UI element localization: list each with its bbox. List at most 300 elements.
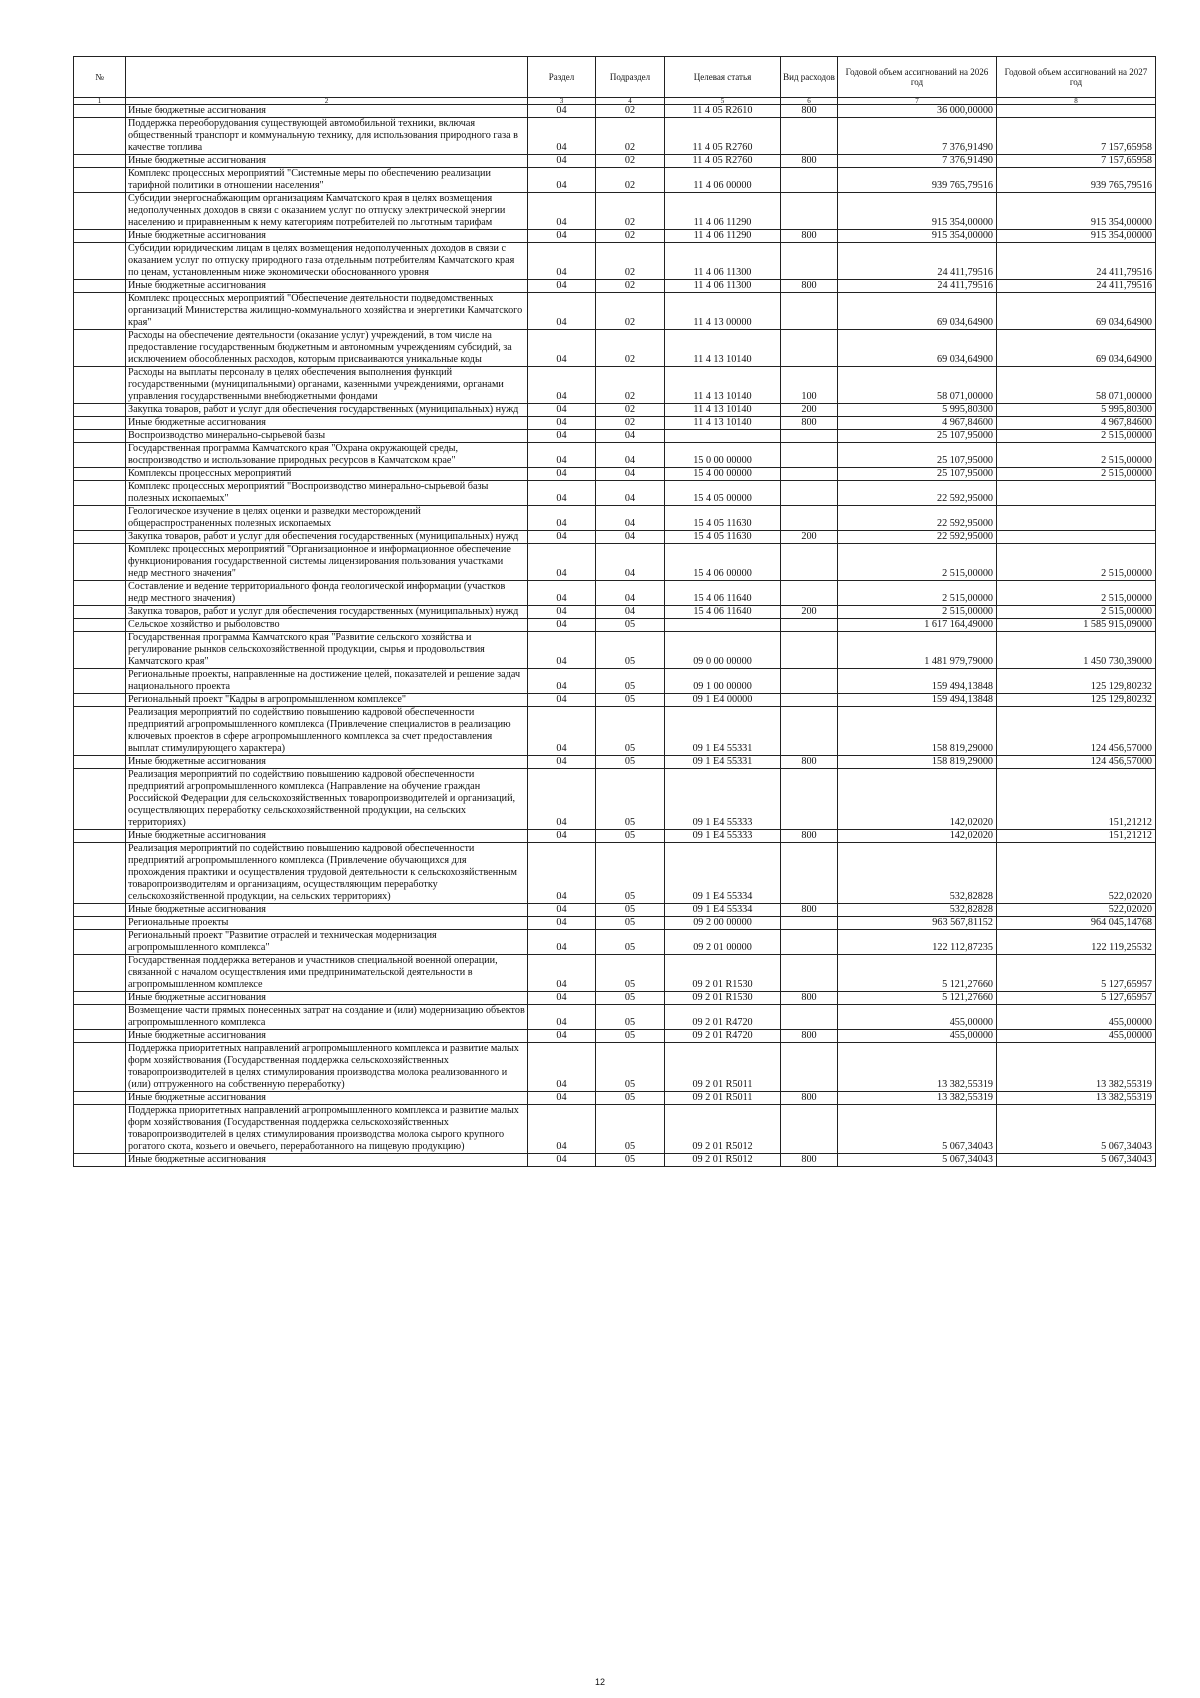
table-row: [74, 367, 1156, 404]
cell-csr: 11 4 05 R2760: [665, 155, 781, 168]
header-number: 4: [596, 98, 665, 105]
table-row: [74, 1005, 1156, 1030]
cell-razdel: 04: [528, 606, 596, 619]
cell-amount-2027: 13 382,55319: [997, 1043, 1156, 1092]
cell-name: Реализация мероприятий по содействию повышению кадровой обеспеченности предприятий агропромышленного комплекса (Направление на обучение граждан Российской Федерации для сельскохозяйственных товаропроизводителей и организаций, осуществляющих переработку сельскохозяйственной продукции, на сельских территориях): [126, 769, 528, 830]
cell-amount-2026: 58 071,00000: [838, 367, 997, 404]
budget-table-sheet: [73, 56, 1155, 1167]
header-num: №: [74, 57, 126, 98]
cell-amount-2026: 532,82828: [838, 843, 997, 904]
cell-vr: 800: [781, 904, 838, 917]
table-row: [74, 904, 1156, 917]
cell-num: [74, 830, 126, 843]
header-2027: Годовой объем ассигнований на 2027 год: [997, 57, 1156, 98]
cell-amount-2026: 455,00000: [838, 1030, 997, 1043]
cell-razdel: 04: [528, 619, 596, 632]
cell-name: Комплекс процессных мероприятий "Воспроизводство минерально-сырьевой базы полезных ископаемых": [126, 481, 528, 506]
cell-amount-2027: 522,02020: [997, 843, 1156, 904]
cell-name: Иные бюджетные ассигнования: [126, 904, 528, 917]
cell-amount-2027: 455,00000: [997, 1030, 1156, 1043]
cell-num: [74, 904, 126, 917]
cell-amount-2026: 939 765,79516: [838, 168, 997, 193]
table-row: [74, 155, 1156, 168]
cell-vr: [781, 506, 838, 531]
cell-num: [74, 280, 126, 293]
cell-podrazdel: 02: [596, 280, 665, 293]
cell-csr: 15 4 00 00000: [665, 468, 781, 481]
cell-vr: [781, 669, 838, 694]
cell-razdel: 04: [528, 669, 596, 694]
cell-name: Государственная программа Камчатского края "Охрана окружающей среды, воспроизводство и использование природных ресурсов в Камчатском крае": [126, 443, 528, 468]
cell-num: [74, 843, 126, 904]
cell-amount-2026: 2 515,00000: [838, 544, 997, 581]
cell-name: Закупка товаров, работ и услуг для обеспечения государственных (муниципальных) нужд: [126, 606, 528, 619]
cell-podrazdel: 02: [596, 330, 665, 367]
cell-podrazdel: 02: [596, 193, 665, 230]
cell-vr: 800: [781, 417, 838, 430]
cell-podrazdel: 04: [596, 468, 665, 481]
cell-amount-2027: 939 765,79516: [997, 168, 1156, 193]
header-column-numbers: [74, 98, 1156, 105]
cell-podrazdel: 04: [596, 606, 665, 619]
cell-csr: 09 2 01 R5011: [665, 1092, 781, 1105]
cell-razdel: 04: [528, 155, 596, 168]
cell-csr: 09 0 00 00000: [665, 632, 781, 669]
cell-podrazdel: 02: [596, 404, 665, 417]
cell-vr: 800: [781, 1030, 838, 1043]
cell-num: [74, 606, 126, 619]
cell-csr: 11 4 05 R2610: [665, 105, 781, 118]
cell-podrazdel: 05: [596, 1154, 665, 1167]
cell-podrazdel: 04: [596, 430, 665, 443]
cell-name: Иные бюджетные ассигнования: [126, 992, 528, 1005]
cell-name: Иные бюджетные ассигнования: [126, 230, 528, 243]
cell-razdel: 04: [528, 280, 596, 293]
cell-podrazdel: 05: [596, 669, 665, 694]
header-razdel: Раздел: [528, 57, 596, 98]
cell-vr: [781, 293, 838, 330]
cell-amount-2027: 24 411,79516: [997, 243, 1156, 280]
cell-num: [74, 581, 126, 606]
cell-csr: 09 2 00 00000: [665, 917, 781, 930]
cell-csr: 15 4 06 11640: [665, 581, 781, 606]
cell-csr: 09 1 E4 55334: [665, 904, 781, 917]
cell-razdel: 04: [528, 930, 596, 955]
cell-vr: 200: [781, 404, 838, 417]
cell-name: Региональный проект "Кадры в агропромышленном комплексе": [126, 694, 528, 707]
cell-vr: [781, 481, 838, 506]
cell-vr: [781, 430, 838, 443]
cell-amount-2026: 7 376,91490: [838, 155, 997, 168]
cell-csr: 11 4 06 00000: [665, 168, 781, 193]
cell-csr: 11 4 13 10140: [665, 404, 781, 417]
cell-amount-2027: 2 515,00000: [997, 544, 1156, 581]
cell-name: Поддержка переоборудования существующей автомобильной техники, включая общественный транспорт и коммунальную технику, для использования природного газа в качестве топлива: [126, 118, 528, 155]
header-number: 1: [74, 98, 126, 105]
cell-vr: [781, 193, 838, 230]
cell-amount-2026: 69 034,64900: [838, 330, 997, 367]
cell-num: [74, 632, 126, 669]
cell-csr: 15 4 06 00000: [665, 544, 781, 581]
cell-razdel: 04: [528, 769, 596, 830]
cell-num: [74, 417, 126, 430]
cell-amount-2027: 124 456,57000: [997, 756, 1156, 769]
table-row: [74, 193, 1156, 230]
cell-podrazdel: 05: [596, 917, 665, 930]
table-body: [74, 105, 1156, 1167]
cell-amount-2027: 24 411,79516: [997, 280, 1156, 293]
cell-amount-2026: 24 411,79516: [838, 243, 997, 280]
table-row: [74, 243, 1156, 280]
cell-razdel: 04: [528, 230, 596, 243]
cell-csr: 09 1 E4 55333: [665, 769, 781, 830]
cell-name: Расходы на обеспечение деятельности (оказание услуг) учреждений, в том числе на предоставление государственным бюджетным и автономным учреждениям субсидий, за исключением обособленных расходов, которым присваиваются уникальные коды: [126, 330, 528, 367]
cell-amount-2027: 1 450 730,39000: [997, 632, 1156, 669]
cell-amount-2027: 5 127,65957: [997, 955, 1156, 992]
cell-podrazdel: 04: [596, 443, 665, 468]
cell-amount-2027: 5 067,34043: [997, 1105, 1156, 1154]
cell-csr: 09 1 E4 00000: [665, 694, 781, 707]
cell-podrazdel: 02: [596, 243, 665, 280]
cell-vr: [781, 843, 838, 904]
cell-amount-2027: 13 382,55319: [997, 1092, 1156, 1105]
cell-name: Закупка товаров, работ и услуг для обеспечения государственных (муниципальных) нужд: [126, 404, 528, 417]
cell-num: [74, 1105, 126, 1154]
cell-podrazdel: 04: [596, 581, 665, 606]
cell-name: Реализация мероприятий по содействию повышению кадровой обеспеченности предприятий агропромышленного комплекса (Привлечение специалистов в реализацию ключевых проектов в сфере агропромышленного комплекса за счет предоставления выплат стимулирующего характера): [126, 707, 528, 756]
cell-vr: [781, 468, 838, 481]
table-row: [74, 168, 1156, 193]
cell-amount-2027: [997, 506, 1156, 531]
header-podrazdel: Подраздел: [596, 57, 665, 98]
cell-razdel: 04: [528, 843, 596, 904]
cell-csr: 15 4 05 00000: [665, 481, 781, 506]
cell-amount-2027: 58 071,00000: [997, 367, 1156, 404]
cell-num: [74, 404, 126, 417]
cell-name: Поддержка приоритетных направлений агропромышленного комплекса и развитие малых форм хозяйствования (Государственная поддержка сельскохозяйственных товаропроизводителей в целях стимулирования производства молока реализованного и (или) отгруженного на собственную переработку): [126, 1043, 528, 1092]
cell-csr: 09 2 01 R4720: [665, 1030, 781, 1043]
table-row: [74, 707, 1156, 756]
cell-name: Региональные проекты: [126, 917, 528, 930]
table-row: [74, 468, 1156, 481]
table-row: [74, 917, 1156, 930]
cell-num: [74, 468, 126, 481]
cell-amount-2026: 122 112,87235: [838, 930, 997, 955]
cell-num: [74, 443, 126, 468]
table-row: [74, 1030, 1156, 1043]
cell-podrazdel: 02: [596, 417, 665, 430]
cell-podrazdel: 05: [596, 1005, 665, 1030]
cell-razdel: 04: [528, 707, 596, 756]
header-number: 3: [528, 98, 596, 105]
cell-amount-2027: 2 515,00000: [997, 606, 1156, 619]
cell-vr: [781, 1005, 838, 1030]
cell-name: Иные бюджетные ассигнования: [126, 1092, 528, 1105]
cell-amount-2027: [997, 531, 1156, 544]
cell-amount-2026: 455,00000: [838, 1005, 997, 1030]
cell-podrazdel: 05: [596, 1092, 665, 1105]
cell-vr: [781, 1043, 838, 1092]
cell-podrazdel: 02: [596, 230, 665, 243]
cell-vr: 800: [781, 155, 838, 168]
cell-vr: [781, 243, 838, 280]
table-row: [74, 293, 1156, 330]
cell-name: Комплексы процессных мероприятий: [126, 468, 528, 481]
cell-razdel: 04: [528, 118, 596, 155]
cell-podrazdel: 05: [596, 632, 665, 669]
cell-podrazdel: 05: [596, 756, 665, 769]
cell-csr: 09 1 00 00000: [665, 669, 781, 694]
cell-vr: [781, 930, 838, 955]
cell-csr: 09 2 01 R5011: [665, 1043, 781, 1092]
cell-num: [74, 707, 126, 756]
cell-num: [74, 243, 126, 280]
cell-vr: [781, 1105, 838, 1154]
cell-num: [74, 230, 126, 243]
cell-amount-2027: 2 515,00000: [997, 581, 1156, 606]
cell-csr: 09 2 01 R4720: [665, 1005, 781, 1030]
cell-name: Возмещение части прямых понесенных затрат на создание и (или) модернизацию объектов агропромышленного комплекса: [126, 1005, 528, 1030]
cell-num: [74, 193, 126, 230]
cell-amount-2027: 5 067,34043: [997, 1154, 1156, 1167]
cell-csr: 11 4 06 11300: [665, 243, 781, 280]
cell-csr: 09 2 01 00000: [665, 930, 781, 955]
cell-csr: 15 4 06 11640: [665, 606, 781, 619]
cell-razdel: 04: [528, 330, 596, 367]
cell-num: [74, 481, 126, 506]
cell-amount-2026: 5 067,34043: [838, 1105, 997, 1154]
cell-amount-2026: 532,82828: [838, 904, 997, 917]
cell-podrazdel: 05: [596, 1105, 665, 1154]
table-row: [74, 481, 1156, 506]
table-row: [74, 955, 1156, 992]
cell-amount-2026: 25 107,95000: [838, 430, 997, 443]
table-row: [74, 606, 1156, 619]
cell-amount-2027: 964 045,14768: [997, 917, 1156, 930]
cell-csr: [665, 430, 781, 443]
cell-csr: 15 4 05 11630: [665, 506, 781, 531]
cell-csr: 11 4 13 10140: [665, 417, 781, 430]
cell-vr: 200: [781, 606, 838, 619]
cell-vr: [781, 581, 838, 606]
cell-amount-2026: 13 382,55319: [838, 1043, 997, 1092]
page-number: 12: [594, 1677, 605, 1687]
cell-amount-2026: 142,02020: [838, 830, 997, 843]
cell-razdel: 04: [528, 1092, 596, 1105]
cell-amount-2027: 522,02020: [997, 904, 1156, 917]
cell-vr: 100: [781, 367, 838, 404]
cell-amount-2026: 4 967,84600: [838, 417, 997, 430]
table-row: [74, 430, 1156, 443]
table-row: [74, 404, 1156, 417]
cell-amount-2026: 36 000,00000: [838, 105, 997, 118]
cell-razdel: 04: [528, 193, 596, 230]
cell-razdel: 04: [528, 443, 596, 468]
header-number: 7: [838, 98, 997, 105]
cell-num: [74, 367, 126, 404]
cell-razdel: 04: [528, 243, 596, 280]
cell-name: Иные бюджетные ассигнования: [126, 1154, 528, 1167]
cell-name: Иные бюджетные ассигнования: [126, 155, 528, 168]
cell-vr: [781, 544, 838, 581]
table-row: [74, 1043, 1156, 1092]
cell-csr: 09 1 E4 55333: [665, 830, 781, 843]
cell-amount-2027: 151,21212: [997, 830, 1156, 843]
cell-amount-2026: 7 376,91490: [838, 118, 997, 155]
cell-podrazdel: 05: [596, 769, 665, 830]
cell-name: Комплекс процессных мероприятий "Организационное и информационное обеспечение функционирования государственной системы лицензирования пользования участками недр местного значения": [126, 544, 528, 581]
cell-name: Сельское хозяйство и рыболовство: [126, 619, 528, 632]
cell-amount-2027: 455,00000: [997, 1005, 1156, 1030]
cell-vr: 800: [781, 280, 838, 293]
cell-name: Региональные проекты, направленные на достижение целей, показателей и решение задач национального проекта: [126, 669, 528, 694]
cell-csr: 11 4 05 R2760: [665, 118, 781, 155]
cell-razdel: 04: [528, 105, 596, 118]
cell-vr: [781, 619, 838, 632]
table-row: [74, 830, 1156, 843]
cell-name: Государственная программа Камчатского края "Развитие сельского хозяйства и регулирование рынков сельскохозяйственной продукции, сырья и продовольствия Камчатского края": [126, 632, 528, 669]
cell-razdel: 04: [528, 430, 596, 443]
cell-razdel: 04: [528, 531, 596, 544]
table-row: [74, 544, 1156, 581]
table-row: [74, 619, 1156, 632]
cell-amount-2026: 22 592,95000: [838, 531, 997, 544]
cell-podrazdel: 05: [596, 930, 665, 955]
cell-csr: 09 1 E4 55331: [665, 756, 781, 769]
cell-csr: 09 2 01 R1530: [665, 955, 781, 992]
header-number: 5: [665, 98, 781, 105]
cell-name: Реализация мероприятий по содействию повышению кадровой обеспеченности предприятий агропромышленного комплекса (Привлечение обучающихся для прохождения практики и осуществления трудовой деятельности к сельскохозяйственным товаропроизводителям и организациям, осуществляющим переработку сельскохозяйственной продукции, на сельских территориях): [126, 843, 528, 904]
cell-name: Комплекс процессных мероприятий "Системные меры по обеспечению реализации тарифной политики в отношении населения": [126, 168, 528, 193]
cell-amount-2026: 22 592,95000: [838, 506, 997, 531]
cell-podrazdel: 05: [596, 955, 665, 992]
cell-num: [74, 992, 126, 1005]
table-row: [74, 506, 1156, 531]
cell-amount-2027: 7 157,65958: [997, 155, 1156, 168]
cell-amount-2026: 142,02020: [838, 769, 997, 830]
cell-razdel: 04: [528, 694, 596, 707]
cell-podrazdel: 02: [596, 293, 665, 330]
cell-name: Иные бюджетные ассигнования: [126, 830, 528, 843]
table-row: [74, 417, 1156, 430]
budget-table: [73, 56, 1156, 1167]
cell-razdel: 04: [528, 481, 596, 506]
cell-razdel: 04: [528, 1030, 596, 1043]
cell-razdel: 04: [528, 581, 596, 606]
cell-num: [74, 669, 126, 694]
cell-num: [74, 769, 126, 830]
cell-podrazdel: 04: [596, 531, 665, 544]
header-2026: Годовой объем ассигнований на 2026 год: [838, 57, 997, 98]
cell-amount-2027: 7 157,65958: [997, 118, 1156, 155]
table-row: [74, 632, 1156, 669]
cell-name: Иные бюджетные ассигнования: [126, 417, 528, 430]
cell-razdel: 04: [528, 917, 596, 930]
cell-csr: 09 2 01 R5012: [665, 1154, 781, 1167]
cell-num: [74, 293, 126, 330]
cell-amount-2027: 5 995,80300: [997, 404, 1156, 417]
cell-podrazdel: 05: [596, 619, 665, 632]
cell-vr: [781, 330, 838, 367]
cell-podrazdel: 05: [596, 992, 665, 1005]
cell-name: Закупка товаров, работ и услуг для обеспечения государственных (муниципальных) нужд: [126, 531, 528, 544]
cell-num: [74, 430, 126, 443]
cell-amount-2026: 5 067,34043: [838, 1154, 997, 1167]
table-row: [74, 769, 1156, 830]
cell-csr: 11 4 13 10140: [665, 367, 781, 404]
cell-num: [74, 1043, 126, 1092]
cell-podrazdel: 04: [596, 544, 665, 581]
table-row: [74, 756, 1156, 769]
cell-vr: 800: [781, 1154, 838, 1167]
table-row: [74, 330, 1156, 367]
cell-razdel: 04: [528, 468, 596, 481]
cell-razdel: 04: [528, 1154, 596, 1167]
cell-vr: [781, 917, 838, 930]
cell-amount-2027: 2 515,00000: [997, 443, 1156, 468]
cell-vr: 800: [781, 105, 838, 118]
cell-vr: 200: [781, 531, 838, 544]
cell-num: [74, 118, 126, 155]
cell-razdel: 04: [528, 544, 596, 581]
cell-amount-2027: 4 967,84600: [997, 417, 1156, 430]
cell-razdel: 04: [528, 1005, 596, 1030]
table-row: [74, 1154, 1156, 1167]
cell-amount-2026: 159 494,13848: [838, 669, 997, 694]
cell-podrazdel: 05: [596, 694, 665, 707]
cell-razdel: 04: [528, 830, 596, 843]
cell-amount-2026: 915 354,00000: [838, 193, 997, 230]
cell-num: [74, 330, 126, 367]
table-row: [74, 1105, 1156, 1154]
cell-amount-2026: 915 354,00000: [838, 230, 997, 243]
cell-num: [74, 168, 126, 193]
header-number: 2: [126, 98, 528, 105]
cell-podrazdel: 04: [596, 481, 665, 506]
cell-podrazdel: 05: [596, 830, 665, 843]
cell-csr: 11 4 13 00000: [665, 293, 781, 330]
cell-name: Субсидии энергоснабжающим организациям Камчатского края в целях возмещения недополученных доходов в связи с оказанием услуг по отпуску электрической энергии населению и приравненным к нему категориям потребителей по льготным тарифам: [126, 193, 528, 230]
cell-num: [74, 917, 126, 930]
cell-amount-2026: 1 481 979,79000: [838, 632, 997, 669]
cell-podrazdel: 02: [596, 118, 665, 155]
table-row: [74, 1092, 1156, 1105]
table-row: [74, 694, 1156, 707]
cell-podrazdel: 05: [596, 707, 665, 756]
cell-num: [74, 506, 126, 531]
cell-amount-2027: 2 515,00000: [997, 430, 1156, 443]
cell-vr: 800: [781, 830, 838, 843]
cell-num: [74, 105, 126, 118]
cell-csr: 15 4 05 11630: [665, 531, 781, 544]
cell-num: [74, 930, 126, 955]
header-number: 8: [997, 98, 1156, 105]
cell-num: [74, 694, 126, 707]
cell-razdel: 04: [528, 1105, 596, 1154]
cell-amount-2026: 158 819,29000: [838, 707, 997, 756]
cell-csr: 11 4 06 11300: [665, 280, 781, 293]
table-row: [74, 581, 1156, 606]
table-row: [74, 118, 1156, 155]
cell-name: Расходы на выплаты персоналу в целях обеспечения выполнения функций государственными (муниципальными) органами, казенными учреждениями, органами управления государственными внебюджетными фондами: [126, 367, 528, 404]
table-row: [74, 230, 1156, 243]
header-name: [126, 57, 528, 98]
table-row: [74, 443, 1156, 468]
cell-razdel: 04: [528, 756, 596, 769]
cell-podrazdel: 04: [596, 506, 665, 531]
cell-name: Иные бюджетные ассигнования: [126, 1030, 528, 1043]
cell-num: [74, 1154, 126, 1167]
